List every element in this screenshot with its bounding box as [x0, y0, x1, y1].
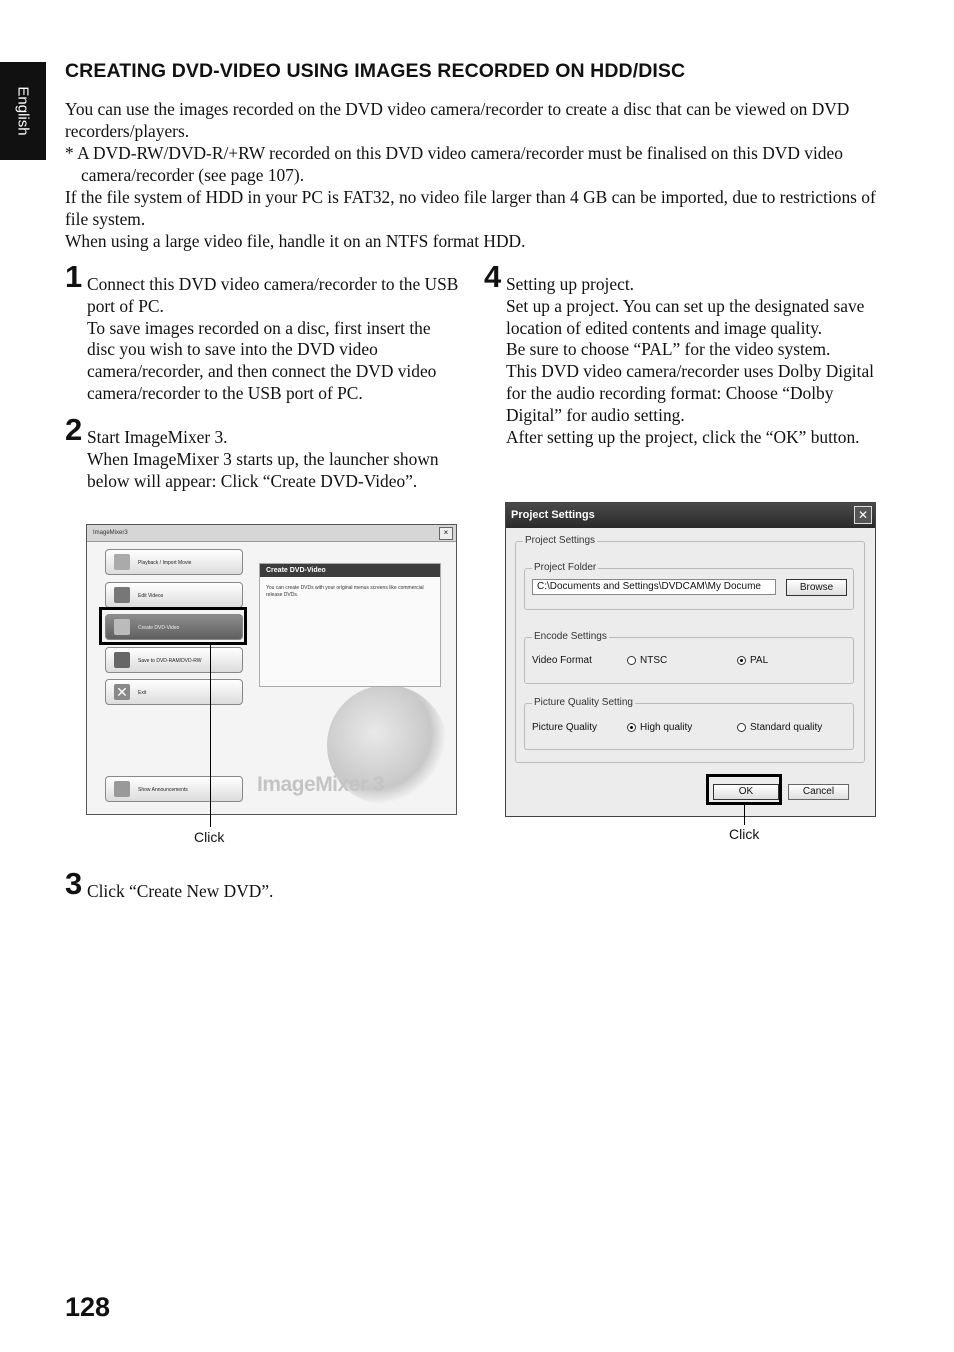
project-folder-input[interactable]: C:\Documents and Settings\DVDCAM\My Docume [532, 579, 776, 595]
info-panel-text: You can create DVDs with your original menus screens like commercial release DVDs. [266, 585, 424, 598]
save-to-dvd-button[interactable] [105, 647, 243, 673]
show-announcements-button[interactable] [105, 776, 243, 802]
step-text: Setting up project. [506, 274, 634, 294]
step-text: Start ImageMixer 3. [87, 427, 228, 447]
click-highlight-box [706, 774, 782, 805]
step-3 [65, 866, 460, 903]
step-number: 4 [484, 259, 502, 294]
standard-quality-label: Standard quality [750, 722, 823, 733]
step-text: Be sure to choose “PAL” for the video system. [506, 339, 831, 360]
exit-icon: ✕ [114, 684, 130, 700]
video-format-label: Video Format [532, 655, 592, 666]
step-2 [65, 412, 460, 492]
picture-quality-label: Picture Quality [532, 722, 598, 733]
high-quality-label: High quality [640, 722, 693, 733]
ntsc-label: NTSC [640, 655, 668, 666]
pal-label: PAL [750, 655, 769, 666]
intro-paragraph: If the file system of HDD in your PC is FAT32, no video file larger than 4 GB can be imported, due to restrictions of file system. [65, 187, 876, 229]
intro-note: * A DVD-RW/DVD-R/+RW recorded on this DVD video camera/recorder must be finalised on this DVD video camera/recorder (see page 107). [65, 143, 843, 185]
step-text: This DVD video camera/recorder uses Dolby Digital for the audio recording format: Choose “Dolby Digital” for audio setting. [506, 361, 874, 425]
step-1 [65, 259, 460, 405]
browse-button[interactable]: Browse [786, 579, 847, 596]
step-number: 2 [65, 412, 83, 447]
button-label: Create DVD-Video [138, 625, 180, 631]
step-text: To save images recorded on a disc, first insert the disc you wish to save into the DVD video camera/recorder, and then connect the DVD video camera/recorder to the USB port of PC. [87, 317, 437, 403]
click-caption: Click [194, 829, 225, 845]
high-quality-radio[interactable] [627, 723, 636, 732]
callout-line [744, 805, 745, 825]
group-legend: Encode Settings [534, 631, 607, 642]
button-label: Edit Videos [138, 593, 164, 599]
click-highlight-box [99, 607, 247, 645]
ok-button[interactable]: OK [713, 784, 779, 800]
pal-radio[interactable] [737, 656, 746, 665]
edit-videos-button[interactable] [105, 582, 243, 608]
ntsc-radio[interactable] [627, 656, 636, 665]
step-number: 3 [65, 866, 83, 901]
language-tab-label: English [14, 86, 32, 136]
step-text: Set up a project. You can set up the designated save location of edited contents and image quality. [506, 295, 865, 338]
intro-text [65, 98, 885, 252]
button-label: Save to DVD-RAM/DVD-RW [138, 658, 202, 664]
edit-icon [114, 587, 130, 603]
group-legend: Picture Quality Setting [534, 697, 633, 708]
imagemixer-launcher-screenshot [86, 524, 457, 815]
close-icon[interactable]: × [439, 527, 453, 540]
group-legend: Project Folder [534, 562, 597, 573]
dialog-titlebar: Project Settings [506, 503, 875, 528]
step-text: Click “Create New DVD”. [87, 881, 274, 901]
group-legend: Project Settings [525, 535, 596, 546]
cancel-button[interactable]: Cancel [788, 784, 849, 800]
step-4 [484, 259, 879, 448]
intro-paragraph: You can use the images recorded on the DVD video camera/recorder to create a disc that can be viewed on DVD recorders/players. [65, 99, 850, 141]
film-icon [114, 554, 130, 570]
step-text: After setting up the project, click the “OK” button. [506, 426, 860, 447]
launcher-titlebar: ImageMixer3 [87, 525, 456, 542]
exit-button[interactable] [105, 679, 243, 705]
announcement-icon [114, 781, 130, 797]
info-panel-title: Create DVD-Video [260, 564, 440, 577]
save-icon [114, 652, 130, 668]
button-label: Playback / Import Movie [138, 560, 192, 566]
page-number: 128 [65, 1292, 111, 1322]
standard-quality-radio[interactable] [737, 723, 746, 732]
intro-paragraph: When using a large video file, handle it on an NTFS format HDD. [65, 231, 526, 251]
language-tab [0, 62, 46, 160]
playback-import-button[interactable] [105, 549, 243, 575]
click-caption: Click [729, 826, 760, 842]
step-number: 1 [65, 259, 83, 294]
section-heading: CREATING DVD-VIDEO USING IMAGES RECORDED ON HDD/DISC [65, 60, 686, 82]
step-text: When ImageMixer 3 starts up, the launcher shown below will appear: Click “Create DVD-Video”. [87, 448, 439, 491]
callout-line [210, 645, 211, 827]
close-icon[interactable]: ✕ [854, 506, 872, 524]
info-panel [259, 563, 441, 687]
button-label: Exit [138, 690, 147, 696]
button-label: Show Announcements [138, 787, 188, 793]
project-settings-dialog [505, 502, 876, 817]
imagemixer-logo: ImageMixer 3 [257, 773, 385, 796]
step-text: Connect this DVD video camera/recorder to the USB port of PC. [87, 274, 459, 316]
